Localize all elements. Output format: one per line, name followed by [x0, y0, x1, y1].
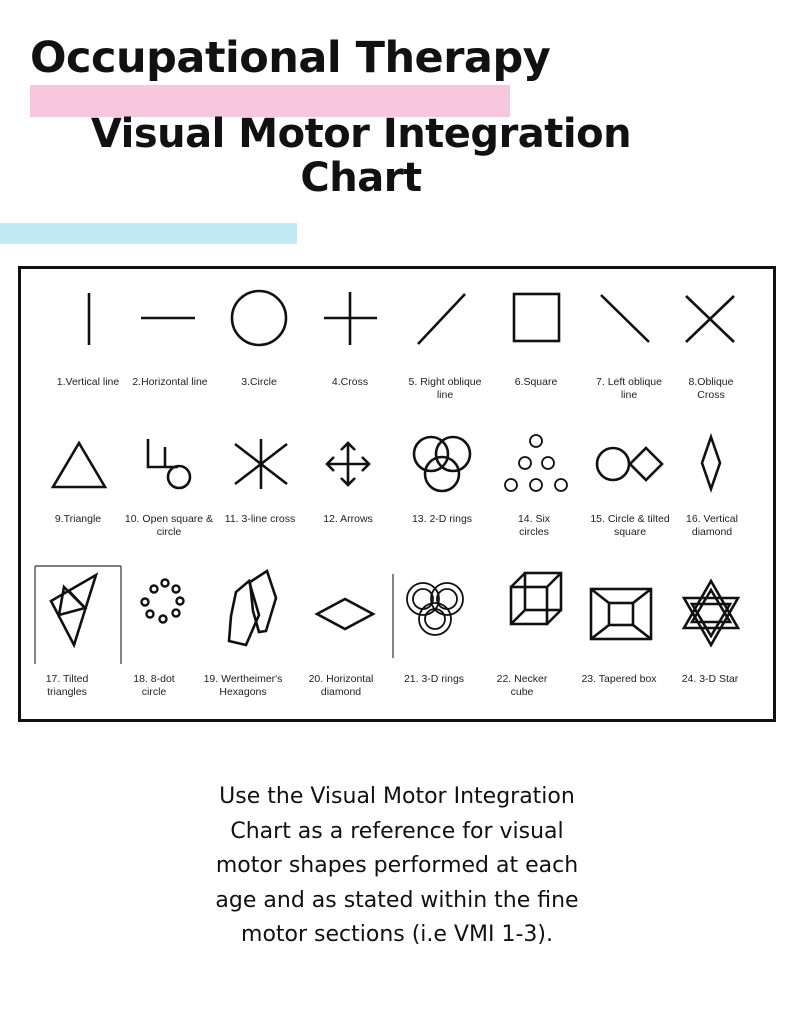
square-icon [514, 294, 559, 341]
label-horizontal-line: 2.Horizontal line [132, 376, 208, 388]
necker-cube-icon [511, 573, 561, 624]
arrows-icon [327, 443, 369, 485]
circle-tilted-square-icon [597, 448, 662, 480]
horizontal-diamond-icon [317, 599, 373, 629]
usage-note-line2: Chart as a reference for visual [230, 818, 564, 844]
six-circles-icon [505, 435, 567, 491]
chart-title-line2: Chart [300, 155, 422, 201]
usage-note [150, 780, 644, 953]
label-circle-tilted-square: 15. Circle & tilted square [590, 513, 670, 538]
2d-rings-icon [414, 437, 470, 491]
label-cross: 4.Cross [331, 376, 369, 388]
label-three-line-cross: 11. 3-line cross [224, 513, 296, 525]
usage-note-line5: motor sections (i.e VMI 1-3). [241, 922, 553, 947]
label-3d-rings: 21. 3-D rings [403, 673, 465, 685]
label-3d-star: 24. 3-D Star [681, 673, 739, 685]
label-oblique-cross: 8.Oblique Cross [688, 376, 734, 401]
label-circle: 3.Circle [241, 376, 277, 388]
3d-star-icon [684, 581, 738, 645]
left-oblique-line-icon [601, 295, 649, 342]
chart-title-line1: Visual Motor Integration [90, 111, 632, 157]
label-vertical-line: 1.Vertical line [56, 376, 120, 388]
wertheimer-hexagons-icon [229, 571, 276, 645]
vmi-chart [18, 266, 776, 722]
label-right-oblique-line: 5. Right oblique line [408, 376, 482, 401]
three-line-cross-icon [235, 439, 287, 489]
right-oblique-line-icon [418, 294, 465, 344]
tilted-triangles-icon [51, 575, 96, 645]
page-title: Occupational Therapy [30, 33, 551, 83]
label-triangle: 9.Triangle [54, 513, 102, 525]
tapered-box-icon [591, 589, 651, 639]
label-open-square-circle: 10. Open square & circle [124, 513, 214, 538]
eight-dot-circle-icon [142, 580, 184, 623]
cross-icon [324, 292, 377, 345]
chart-title [0, 112, 722, 200]
label-tilted-triangles: 17. Tilted triangles [45, 673, 89, 698]
label-horizontal-diamond: 20. Horizontal diamond [308, 673, 374, 698]
label-arrows: 12. Arrows [323, 513, 373, 525]
vmi-shapes-canvas [21, 269, 773, 719]
label-vertical-diamond: 16. Vertical diamond [686, 513, 738, 538]
oblique-cross-icon [686, 296, 734, 342]
usage-note-line1: Use the Visual Motor Integration [219, 784, 575, 809]
label-six-circles: 14. Six circles [517, 513, 551, 538]
label-square: 6.Square [514, 376, 558, 388]
triangle-icon [53, 443, 105, 487]
circle-icon [232, 291, 286, 345]
label-necker-cube: 22. Necker cube [496, 673, 548, 698]
label-wertheimer-hexagons: 19. Wertheimer's Hexagons [203, 673, 283, 698]
open-square-circle-icon [148, 439, 190, 488]
blue-accent-bar [0, 223, 297, 244]
usage-note-line4: age and as stated within the fine [215, 887, 579, 913]
label-left-oblique-line: 7. Left oblique line [596, 376, 662, 401]
label-eight-dot-circle: 18. 8-dot circle [133, 673, 175, 698]
label-tapered-box: 23. Tapered box [581, 673, 657, 685]
usage-note-line3: motor shapes performed at each [215, 853, 579, 878]
3d-rings-icon [407, 583, 463, 635]
vertical-diamond-icon [702, 437, 720, 489]
label-2d-rings: 13. 2-D rings [411, 513, 473, 525]
